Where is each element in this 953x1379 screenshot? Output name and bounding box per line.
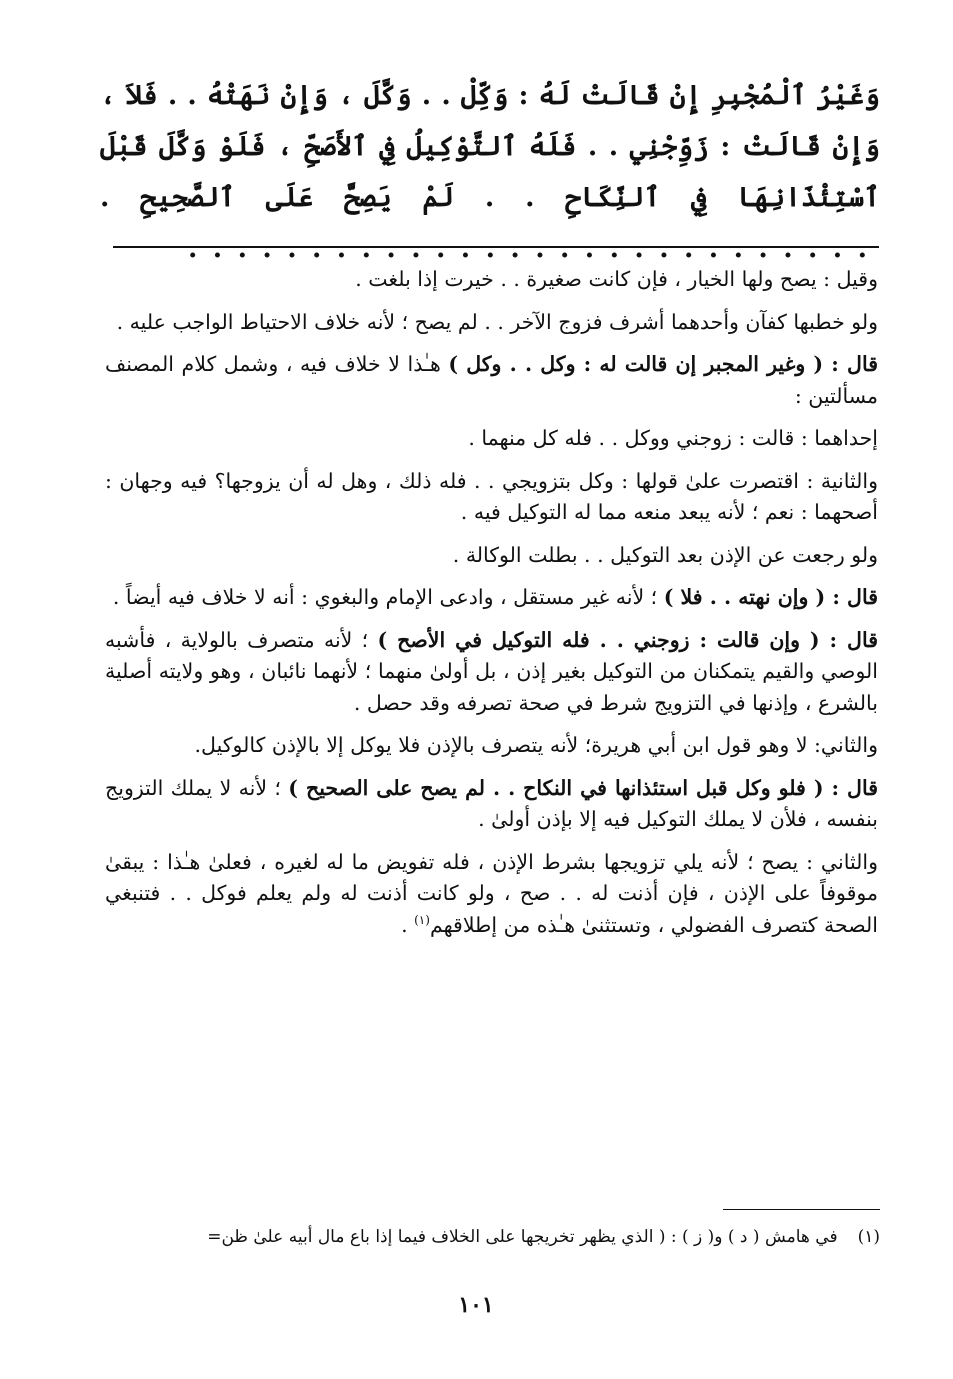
quoted-matn: قال : ( وإن قالت : زوجني . . فله التوكيل في الأصح ) — [377, 627, 878, 652]
paragraph-6: ولو رجعت عن الإذن بعد التوكيل . . بطلت الوكالة . — [452, 542, 878, 567]
page-number: ١٠١ — [458, 1292, 494, 1318]
paragraph-8: قال : ( وإن قالت : زوجني . . فله التوكيل في الأصح ) ؛ لأنه متصرف بالولاية ، فأشبه الوصي والقيم يتمكنان من التوكيل بغير إذن ، بل أولىٰ منهما ؛ لأنهما نائبان ، وهو ولايته أصلية بالشرع ، وإذنها في التزويج شرط في صحة تصرفه وقد حصل . — [105, 627, 878, 715]
matn-dots: . . . . . . . . . . . . . . . . . . . . . . . . . . . . — [188, 233, 870, 264]
paragraph-10: قال : ( فلو وكل قبل استئذانها في النكاح . . لم يصح على الصحيح ) ؛ لأنه لا يملك التزويج بنفسه ، فلأن لا يملك التوكيل فيه إلا بإذن أولىٰ . — [105, 775, 878, 831]
footnote-text: في هامش ( د ) و( ز ) : ( الذي يظهر تخريجها على الخلاف فيما إذا باع مال أبيه علىٰ ظن= — [207, 1227, 838, 1247]
footnote-rule — [723, 1209, 880, 1210]
paragraph-9: والثاني: لا وهو قول ابن أبي هريرة؛ لأنه يتصرف بالإذن فلا يوكل إلا بالإذن كالوكيل. — [194, 733, 878, 757]
quoted-matn: قال : ( وغير المجبر إن قالت له : وكل . . وكل ) — [448, 352, 878, 376]
quoted-matn: قال : ( فلو وكل قبل استئذانها في النكاح . . لم يصح على الصحيح ) — [288, 775, 878, 800]
paragraph-11: والثاني : يصح ؛ لأنه يلي تزويجها بشرط الإذن ، فله تفويض ما له لغيره ، فعلىٰ هـٰذا : يبقىٰ موقوفاً على الإذن ، فإن أذنت له . . صح ، ولو كانت أذنت له ولم يعلم فوكل . . فتنبغي الصحة كتصرف الفضولي ، وتستثنىٰ هـٰذه من إطلاقهم$^{(١)}$ . — [105, 849, 878, 937]
paragraph-3: قال : ( وغير المجبر إن قالت له : وكل . . وكل ) هـٰذا لا خلاف فيه ، وشمل كلام المصنف مسألتين : — [105, 352, 878, 408]
paragraph-4: إحداهما : قالت : زوجني ووكل . . فله كل منهما . — [468, 426, 878, 450]
footnote — [100, 1224, 880, 1250]
paragraph-1: وقيل : يصح ولها الخيار ، فإن كانت صغيرة . . خيرت إذا بلغت . — [355, 267, 878, 291]
paragraph-2: ولو خطبها كفآن وأحدهما أشرف فزوج الآخر . . لم يصح ؛ لأنه خلاف الاحتياط الواجب عليه . — [116, 309, 878, 334]
commentary — [105, 264, 878, 952]
footnote-number: (١) — [857, 1227, 880, 1247]
quoted-matn: قال : ( وإن نهته . . فلا ) — [663, 585, 878, 609]
matn-text — [100, 70, 880, 274]
paragraph-7: قال : ( وإن نهته . . فلا ) ؛ لأنه غير مستقل ، وادعى الإمام والبغوي : أنه لا خلاف فيه أيضاً . — [112, 585, 878, 609]
footnote-marker[interactable]: (١) — [414, 912, 430, 927]
section-divider — [113, 246, 879, 248]
matn-body: وَغَيْرُ ٱلْمُجْبِرِ إِنْ قَالَتْ لَهُ : وَكِّلْ . . وَكَّلَ ، وَإِنْ نَهَتْهُ . . فَلاَ ، وَإِنْ قَالَتْ : زَوِّجْنِي . . فَلَهُ ٱلتَّوْكِيلُ فِي ٱلأَصَحِّ ، فَلَوْ وَكَّلَ قَبْلَ ٱسْتِئْذَانِهَا فِي ٱلنِّكَاحِ . . لَمْ يَصِحَّ عَلَى ٱلصَّحِيحِ . — [100, 80, 880, 213]
paragraph-5: والثانية : اقتصرت علىٰ قولها : وكل بتزويجي . . فله ذلك ، وهل له أن يزوجها؟ فيه وجهان : أصحهما : نعم ؛ لأنه يبعد منعه مما له التوكيل فيه . — [105, 468, 878, 524]
